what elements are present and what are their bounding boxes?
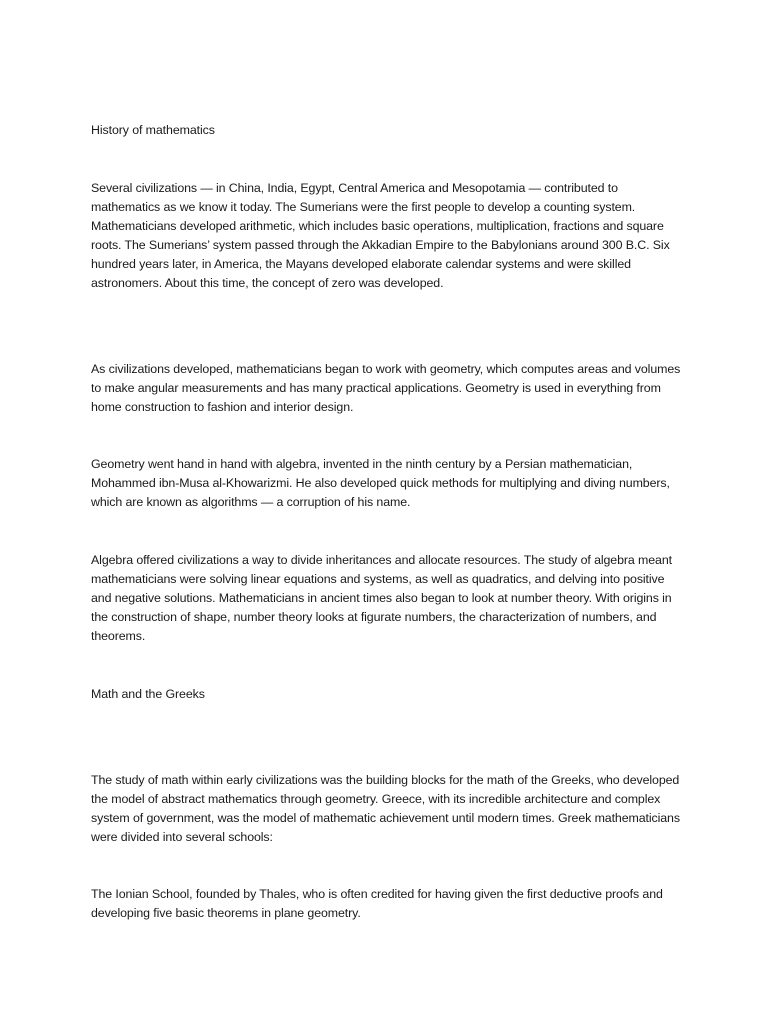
paragraph-geometry: As civilizations developed, mathematicians began to work with geometry, which computes areas and volumes to make angular measurements and has many practical applications. Geometry is used in everything from home construction to fashion and interior design.	[91, 362, 681, 414]
paragraph-greeks: The study of math within early civilizations was the building blocks for the math of the Greeks, who developed the model of abstract mathematics through geometry. Greece, with its incredible architecture and complex system of government, was the model of mathematic achievement until modern times. Greek mathematicians were divided into several schools:	[91, 773, 680, 844]
paragraph-algebra-origin: Geometry went hand in hand with algebra, invented in the ninth century by a Persian mathematician, Mohammed ibn-Musa al-Khowarizmi. He also developed quick methods for multiplying and diving numbers, which are known as algorithms — a corruption of his name.	[91, 457, 670, 509]
paragraph-algebra-uses: Algebra offered civilizations a way to divide inheritances and allocate resources. The study of algebra meant mathematicians were solving linear equations and systems, as well as quadratics, and delving into positive and negative solutions. Mathematicians in ancient times also began to look at number theory. With origins in the construction of shape, number theory looks at figurate numbers, the characterization of numbers, and theorems.	[91, 553, 672, 643]
paragraph-ionian-school: The Ionian School, founded by Thales, who is often credited for having given the first deductive proofs and developing five basic theorems in plane geometry.	[91, 887, 663, 920]
heading-history-of-mathematics: History of mathematics	[91, 123, 215, 137]
heading-math-and-the-greeks: Math and the Greeks	[91, 687, 205, 701]
paragraph-civilizations: Several civilizations — in China, India, Egypt, Central America and Mesopotamia — contributed to mathematics as we know it today. The Sumerians were the first people to develop a counting system. Mathematicians developed arithmetic, which includes basic operations, multiplication, fractions and square roots. The Sumerians’ system passed through the Akkadian Empire to the Babylonians around 300 B.C. Six hundred years later, in America, the Mayans developed elaborate calendar systems and were skilled astronomers. About this time, the concept of zero was developed.	[91, 181, 670, 290]
